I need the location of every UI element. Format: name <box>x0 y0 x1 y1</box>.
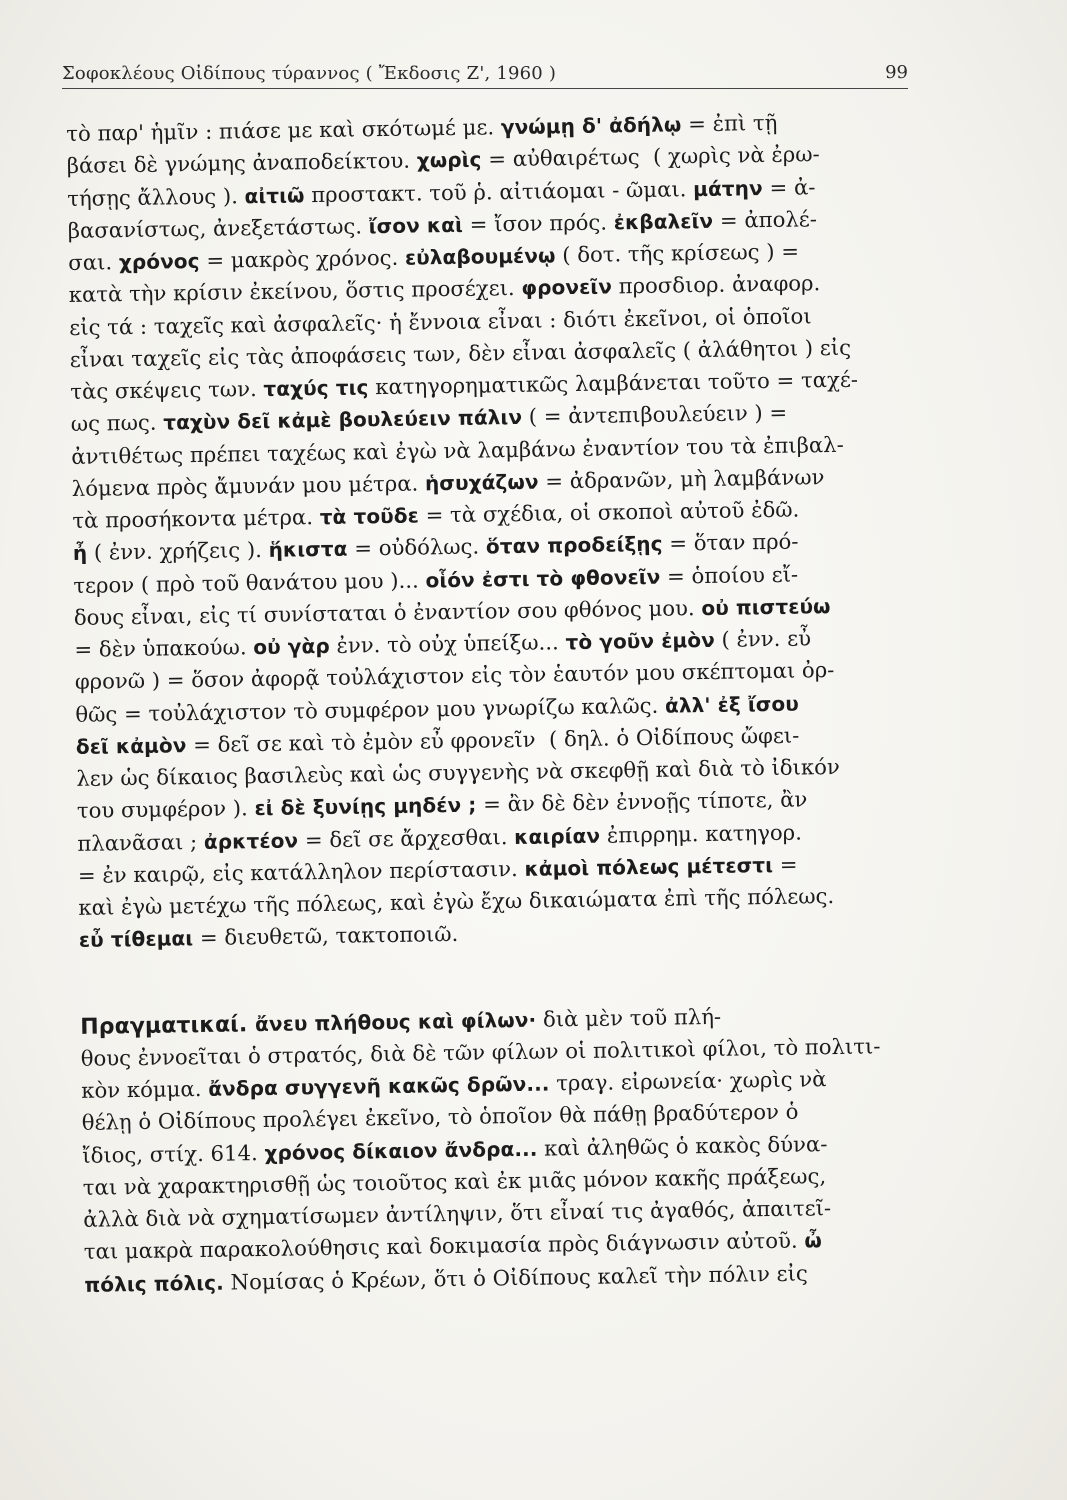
commentary-segment: ως πως. <box>70 409 164 437</box>
commentary-segment: κατηγορηματικῶς λαμβάνεται τοῦτο = ταχέ- <box>368 366 859 400</box>
commentary-text <box>66 104 950 1300</box>
commentary-segment: ται νὰ χαρακτηρισθῇ ὡς τοιοῦτος καὶ ἐκ μιᾶς μόνον κακῆς πράξεως, <box>82 1162 827 1200</box>
commentary-segment: ( ἐνν. χρήζεις ). <box>86 537 269 565</box>
commentary-segment: πλανᾶσαι ; <box>77 828 205 856</box>
lemma: ἀρκτέον <box>203 827 299 854</box>
lemma: ἄνευ πλήθους καὶ φίλων· <box>254 1007 537 1036</box>
commentary-segment: ται μακρὰ παρακολούθησις καὶ δοκιμασία πρὸς διάγνωσιν αὐτοῦ. <box>83 1227 805 1265</box>
commentary-segment: ( ἐνν. εὖ <box>714 625 812 652</box>
lemma: ταχὺν δεῖ κἀμὲ βουλεύειν πάλιν <box>163 405 523 435</box>
commentary-segment: = τὰ σχέδια, οἱ σκοποὶ αὐτοῦ ἐδῶ. <box>418 496 800 528</box>
commentary-segment: θους ἐννοεῖται ὁ στρατός, διὰ δὲ τῶν φίλων οἱ πολιτικοὶ φίλοι, τὸ πολιτι- <box>80 1033 881 1071</box>
lemma: ἐκβαλεῖν <box>613 208 714 235</box>
commentary-segment: = διευθετῶ, τακτοποιῶ. <box>192 921 459 951</box>
lemma: γνώμῃ δ' ἀδήλῳ <box>500 112 682 140</box>
commentary-segment: εἶναι ταχεῖς εἰς τὰς ἀποφάσεις των, δὲν εἶναι ἀσφαλεῖς ( ἀλάθητοι ) εἰς <box>69 334 852 372</box>
running-title: Σοφοκλέους Οἰδίπους τύραννος ( Ἔκδοσις Ζ', 1960 ) <box>62 63 557 84</box>
lemma: πόλις πόλις. <box>84 1270 224 1297</box>
lemma: τὰ τοῦδε <box>319 503 420 530</box>
paragraph-2 <box>80 997 950 1301</box>
lemma: καιρίαν <box>513 823 601 849</box>
commentary-segment: = δεῖ σε ἄρχεσθαι. <box>297 823 515 852</box>
commentary-segment: δους εἶναι, εἰς τί συνίσταται ὁ ἐναντίον σου φθόνος μου. <box>73 594 702 630</box>
commentary-segment: = ἀπολέ- <box>712 205 818 233</box>
lemma: χωρὶς <box>416 147 482 173</box>
commentary-segment: = ὅταν πρό- <box>662 528 799 556</box>
commentary-segment: ἐπιρρημ. κατηγορ. <box>599 819 803 848</box>
commentary-segment: θῶς = τοὐλάχιστον τὸ συμφέρον μου γνωρίζω καλῶς. <box>75 692 666 727</box>
commentary-segment: = ὁποίου εἴ- <box>660 561 799 589</box>
commentary-segment: = <box>772 851 798 877</box>
lemma: ὦ <box>804 1228 823 1253</box>
paragraph-1 <box>66 104 945 956</box>
commentary-segment: τήσῃς ἄλλους ). <box>67 182 245 211</box>
commentary-segment: = ἀδρανῶν, μὴ λαμβάνων <box>538 463 825 494</box>
commentary-segment: λεν ὡς δίκαιος βασιλεὺς καὶ ὡς συγγενὴς νὰ σκεφθῇ καὶ διὰ τὸ ἰδικόν <box>76 753 840 791</box>
lemma: εὐλαβουμένῳ <box>404 243 556 270</box>
lemma: δεῖ κἀμὸν <box>75 732 187 759</box>
lemma: ἴσον καὶ <box>368 212 464 239</box>
commentary-segment: = οὐδόλως. <box>347 533 487 561</box>
commentary-segment: τὸ παρ' ἡμῖν : πιάσε με καὶ σκότωμέ με. <box>66 114 502 146</box>
commentary-segment: = αὐθαιρέτως ( χωρὶς νὰ ἐρω- <box>481 141 820 172</box>
commentary-segment: διὰ μὲν τοῦ πλή- <box>536 1003 722 1032</box>
commentary-segment: = ἂν δὲ δὲν ἐννοῇς τίποτε, ἂν <box>476 786 808 817</box>
commentary-segment: = μακρὸς χρόνος. <box>199 244 406 273</box>
lemma: αἰτιῶ <box>244 182 305 208</box>
lemma: οἷόν ἐστι τὸ φθονεῖν <box>425 564 661 592</box>
commentary-segment: = ἴσον πρός. <box>462 209 614 237</box>
commentary-segment: = ἀ- <box>762 173 816 200</box>
commentary-segment: = δεῖ σε καὶ τὸ ἐμὸν εὖ φρονεῖν ( δηλ. ὁ Οἰδίπους ὤφει- <box>186 722 800 757</box>
commentary-segment: ( δοτ. τῆς κρίσεως ) = <box>555 238 800 268</box>
commentary-segment: βασανίστως, ἀνεξετάστως. <box>67 213 369 243</box>
lemma: ὅταν προδείξῃς <box>485 531 663 559</box>
commentary-segment: τερον ( πρὸ τοῦ θανάτου μου )... <box>73 566 426 598</box>
commentary-segment: κατὰ τὴν κρίσιν ἐκείνου, ὅστις προσέχει. <box>68 275 522 308</box>
lemma: φρονεῖν <box>521 274 613 301</box>
lemma: κἀμοὶ πόλεως μέτεστι <box>524 852 774 881</box>
lemma: χρόνος δίκαιον ἄνδρα... <box>264 1136 538 1165</box>
commentary-segment: τὰ προσήκοντα μέτρα. <box>72 504 320 533</box>
lemma: εἰ δὲ ξυνίῃς μηδέν ; <box>254 792 477 821</box>
commentary-segment: τὰς σκέψεις των. <box>70 375 264 404</box>
commentary-segment: ( = ἀντεπιβουλεύειν ) = <box>521 399 788 430</box>
commentary-segment: = ἐπὶ τῇ <box>681 109 778 137</box>
commentary-segment: προσδιορ. ἀναφορ. <box>611 270 821 299</box>
commentary-segment: του συμφέρον ). <box>76 795 255 824</box>
commentary-segment: θέλῃ ὁ Οἰδίπους προλέγει ἐκεῖνο, τὸ ὁποῖον θὰ πάθῃ βραδύτερον ὁ <box>81 1098 799 1136</box>
commentary-segment: εἰς τά : ταχεῖς καὶ ἀσφαλεῖς· ἡ ἔννοια εἶναι : διότι ἐκεῖνοι, οἱ ὁποῖοι <box>69 302 812 340</box>
commentary-segment: ἀλλὰ διὰ νὰ σχηματίσωμεν ἀντίληψιν, ὅτι εἶναί τις ἀγαθός, ἀπαιτεῖ- <box>83 1195 832 1232</box>
commentary-segment: λόμενα πρὸς ἄμυνάν μου μέτρα. <box>71 470 426 501</box>
page-number: 99 <box>885 62 908 83</box>
lemma: ταχύς τις <box>263 375 369 401</box>
commentary-segment: καὶ ἐγὼ μετέχω τῆς πόλεως, καὶ ἐγὼ ἔχω δικαιώματα ἐπὶ τῆς πόλεως. <box>78 883 835 920</box>
lemma: ἡσυχάζων <box>424 469 539 496</box>
lemma: ἀλλ' ἐξ ἴσου <box>664 691 800 718</box>
commentary-segment: βάσει δὲ γνώμης ἀναποδείκτου. <box>66 147 417 179</box>
commentary-segment: φρονῶ ) = ὅσον ἀφορᾷ τοὐλάχιστον εἰς τὸν ἑαυτόν μου σκέπτομαι ὀρ- <box>74 657 835 695</box>
running-header <box>62 58 908 89</box>
lemma: μάτην <box>692 175 763 201</box>
commentary-segment: ἀντιθέτως πρέπει ταχέως καὶ ἐγὼ νὰ λαμβάνω ἐναντίον του τὰ ἐπιβαλ- <box>71 431 844 469</box>
commentary-segment: τραγ. εἰρωνεία· χωρὶς νὰ <box>549 1066 827 1096</box>
lemma: ἦ <box>72 540 88 566</box>
section-heading: Πραγματικαί. <box>80 1011 256 1040</box>
lemma: οὐ πιστεύω <box>701 593 831 620</box>
lemma: οὐ γὰρ <box>253 633 330 660</box>
commentary-segment: Νομίσας ὁ Κρέων, ὅτι ὁ Οἰδίπους καλεῖ τὴν πόλιν εἰς <box>223 1259 808 1295</box>
commentary-segment: = ἐν καιρῷ, εἰς κατάλληλον περίστασιν. <box>77 855 525 888</box>
lemma: ἥκιστα <box>268 536 348 563</box>
commentary-segment: ἴδιος, στίχ. 614. <box>82 1139 265 1168</box>
lemma: ἄνδρα συγγενῆ κακῶς δρῶν... <box>208 1071 550 1101</box>
commentary-segment: κὸν κόμμα. <box>81 1075 209 1103</box>
commentary-segment: σαι. <box>68 249 120 275</box>
lemma: τὸ γοῦν ἐμὸν <box>565 627 716 655</box>
lemma: εὖ τίθεμαι <box>78 926 194 953</box>
lemma: χρόνος <box>118 248 200 275</box>
commentary-segment: ἐνν. τὸ οὐχ ὑπείξω... <box>329 629 566 658</box>
commentary-segment: προστακτ. τοῦ ῥ. αἰτιάομαι - ῶμαι. <box>304 175 694 207</box>
commentary-segment: = δὲν ὑπακούω. <box>74 634 254 662</box>
commentary-segment: καὶ ἀληθῶς ὁ κακὸς δύνα- <box>537 1130 828 1161</box>
